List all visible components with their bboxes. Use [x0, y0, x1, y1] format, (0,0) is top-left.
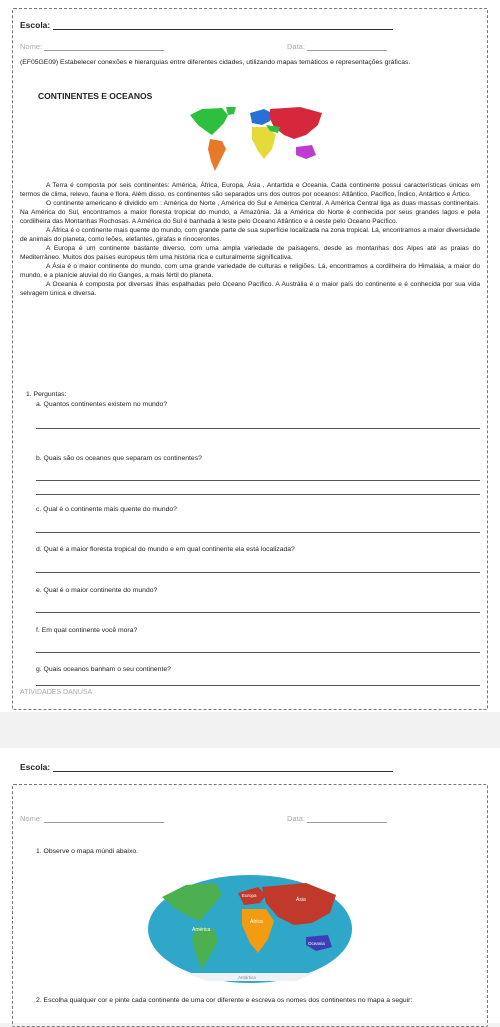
map-label-antartica: Antártica: [238, 975, 256, 980]
answer-line-b2[interactable]: [36, 494, 480, 495]
name-blank-line: [44, 822, 164, 823]
question-d: d. Qual é a maior floresta tropical do mundo e em qual continente ela está localizada?: [36, 546, 295, 553]
school-blank-line: [53, 29, 393, 30]
question-f: f. Em qual continente você mora?: [36, 627, 138, 634]
map-label-africa: África: [250, 919, 263, 925]
intro-text: [20, 181, 480, 298]
asia-shape: [270, 107, 322, 139]
africa-shape: [252, 127, 276, 159]
date-field: [287, 42, 387, 51]
school-field: [20, 762, 393, 772]
paragraph-europe: A Europa é um continente bastante diverso, com uma ampla variedade de paisagens, desde as montanhas dos Alpes até as praias do Mediterrâneo. Muitos dos países europeus têm uma história rica e culturalmente significativa.: [20, 245, 480, 261]
date-label: Data:: [287, 42, 305, 51]
map-label-europa: Europa: [242, 893, 257, 898]
paragraph-africa: A África é o continente mais quente do mundo, com grande parte de sua superfície localizada na zona tropical. Lá, encontramos a maior diversidade de animais do planeta, como leões, elefantes, girafas e rinocerontes.: [20, 227, 480, 243]
question-e: e. Qual é o maior continente do mundo?: [36, 587, 158, 594]
name-blank-line: [44, 50, 164, 51]
date-label: Data:: [287, 814, 305, 823]
school-field: [20, 20, 393, 30]
date-field: [287, 814, 387, 823]
answer-line-b1[interactable]: [36, 480, 480, 481]
worksheet-page-2: [0, 748, 500, 1023]
paragraph-oceania: A Oceania é composta por diversas ilhas espalhadas pelo Oceano Pacífico. A Austrália é o maior país do continente e é conhecida por sua vida selvagem única e diversa.: [20, 281, 480, 297]
name-label: Nome:: [20, 814, 43, 823]
name-field: [20, 814, 164, 823]
questions-heading: 1. Perguntas:: [26, 391, 67, 398]
world-map-labeled: [146, 873, 354, 985]
skill-code: (EF05GE09) Estabelecer conexões e hierarquias entre diferentes cidades, utilizando mapas temáticos e representações gráficas.: [20, 59, 411, 66]
question-b: b. Quais são os oceanos que separam os continentes?: [36, 455, 202, 462]
paragraph-asia: A Ásia é o maior continente do mundo, com uma grande variedade de culturas e religiões. Lá, encontramos a cordilheira do Himalaia, a maior do mundo, e a planície aluvial do rio Ganges, a mais fértil do planeta.: [20, 263, 480, 279]
answer-line-c[interactable]: [36, 532, 480, 533]
paragraph-america: O continente americano é dividido em : América do Norte , América do Sul e América Central. A América Central liga as duas massas continentais. Na América do Sul, encontramos a maior floresta tropical do mundo, a Amazônia. Já a América do Norte é conhecida por seus grandes lagos e pela cordilheira das Montanhas Rochosas. A América do Sul é banhada à leste pelo Oceano Atlântico e à oeste pelo Oceano Pacífico.: [20, 200, 480, 225]
name-field: [20, 42, 164, 51]
date-blank-line: [307, 822, 387, 823]
world-map-colored: [188, 105, 326, 173]
answer-line-d[interactable]: [36, 572, 480, 573]
question-c: c. Qual é o continente mais quente do mundo?: [36, 506, 177, 513]
name-label: Nome:: [20, 42, 43, 51]
map-label-asia: Ásia: [296, 897, 306, 903]
footer-credit: ATIVIDADES DANUSA: [20, 689, 93, 696]
school-blank-line: [53, 771, 393, 772]
map-label-oceania: Oceania: [308, 941, 325, 946]
oceania-shape: [296, 145, 316, 159]
section-title: CONTINENTES E OCEANOS: [38, 91, 153, 101]
instruction-1: 1. Observe o mapa múndi abaixo.: [36, 848, 139, 855]
map-label-america: América: [192, 927, 211, 933]
answer-line-f[interactable]: [36, 652, 480, 653]
answer-line-a[interactable]: [36, 428, 480, 429]
greenland-shape: [226, 107, 236, 115]
south-america-shape: [208, 139, 226, 171]
question-g: g. Quais oceanos banham o seu continente?: [36, 666, 171, 673]
answer-line-g[interactable]: [36, 685, 480, 686]
answer-line-e[interactable]: [36, 612, 480, 613]
school-label: Escola:: [20, 762, 51, 772]
instruction-2: 2. Escolha qualquer cor e pinte cada continente de uma cor diferente e escreva os nomes dos continentes no mapa a seguir:: [36, 997, 413, 1004]
school-label: Escola:: [20, 20, 51, 30]
north-america-shape: [190, 108, 228, 135]
paragraph-intro: A Terra é composta por seis continentes: América, África, Europa, Ásia , Antartida e Oceania. Cada continente possui características únicas em termos de clima, relevo, fauna e flora. Além disso, os continentes são separados uns dos outros por oceanos: Atlântico, Pacífico, Índico, Antártico e Ártico.: [20, 182, 480, 198]
date-blank-line: [307, 50, 387, 51]
question-a: a. Quantos continentes existem no mundo?: [36, 401, 168, 408]
europe-shape: [250, 109, 272, 125]
